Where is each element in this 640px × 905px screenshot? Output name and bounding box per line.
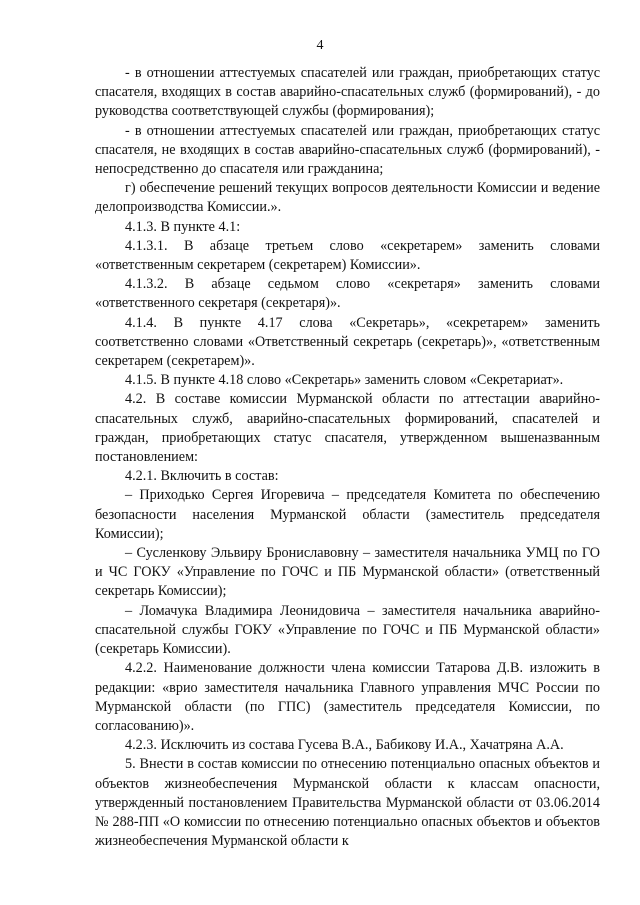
paragraph: 4.1.3.2. В абзаце седьмом слово «секретаря» заменить словами «ответственного секретаря (секретаря)». — [95, 276, 600, 312]
paragraph: 4.1.4. В пункте 4.17 слова «Секретарь», «секретарем» заменить соответственно словами «Ответственный секретарь (секретарь)», «ответственным секретарем (секретарем)». — [95, 314, 600, 370]
paragraph: – Ломачука Владимира Леонидовича – заместителя начальника аварийно-спасательной службы ГОКУ «Управление по ГОЧС и ПБ Мурманской области» (секретарь Комиссии). — [95, 602, 600, 658]
paragraph: - в отношении аттестуемых спасателей или граждан, приобретающих статус спасателя, не входящих в состав аварийно-спасательных служб (формирований), - непосредственно до спасателя или гражданина; — [95, 122, 600, 178]
paragraph: 4.1.3.1. В абзаце третьем слово «секретарем» заменить словами «ответственным секретарем (секретарем) Комиссии». — [95, 237, 600, 274]
paragraph: 4.2.1. Включить в состав: — [125, 468, 279, 485]
paragraph: 5. Внести в состав комиссии по отнесению потенциально опасных объектов и объектов жизнеобеспечения Мурманской области к классам опасности, утвержденный постановлением Правительства Мурманской области от 03.06.2014 № 288-ПП «О комиссии по отнесению потенциально опасных объектов и объектов жизнеобеспечения Мурманской области к — [95, 756, 600, 850]
paragraph: - в отношении аттестуемых спасателей или граждан, приобретающих статус спасателя, входящих в состав аварийно-спасательных служб (формирований), - до руководства соответствующей службы (формирования); — [95, 65, 600, 120]
paragraph: – Приходько Сергея Игоревича – председателя Комитета по обеспечению безопасности населения Мурманской области (заместитель председателя Комиссии); — [95, 487, 600, 542]
paragraph: 4.2.3. Исключить из состава Гусева В.А., Бабикову И.А., Хачатряна А.А. — [125, 737, 564, 754]
paragraph: – Сусленкову Эльвиру Брониславовну – заместителя начальника УМЦ по ГО и ЧС ГОКУ «Управление по ГОЧС и ПБ Мурманской области» (ответственный секретарь Комиссии); — [95, 545, 600, 600]
paragraph: г) обеспечение решений текущих вопросов деятельности Комиссии и ведение делопроизводства Комиссии.». — [95, 180, 600, 216]
paragraph: 4.1.3. В пункте 4.1: — [125, 218, 241, 235]
paragraph: 4.2.2. Наименование должности члена комиссии Татарова Д.В. изложить в редакции: «врио заместителя начальника Главного управления МЧС России по Мурманской области (по ГПС) (заместитель председателя Комиссии, по согласованию)». — [95, 660, 600, 734]
document-body — [95, 64, 600, 851]
paragraph: 4.1.5. В пункте 4.18 слово «Секретарь» заменить словом «Секретариат». — [125, 372, 564, 389]
paragraph: 4.2. В составе комиссии Мурманской области по аттестации аварийно-спасательных служб, аварийно-спасательных формирований, спасателей и граждан, приобретающих статус спасателя, утвержденном вышеназванным постановлением: — [95, 391, 600, 466]
page-number: 4 — [316, 38, 324, 53]
